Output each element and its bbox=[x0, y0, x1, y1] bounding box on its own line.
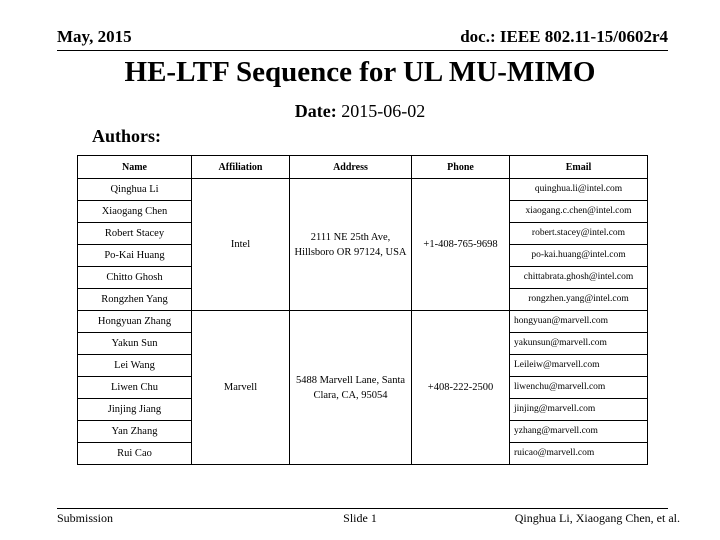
footer-authors: Qinghua Li, Xiaogang Chen, et al. bbox=[514, 511, 680, 525]
author-name: Hongyuan Zhang bbox=[78, 311, 192, 333]
author-name: Po-Kai Huang bbox=[78, 245, 192, 267]
phone-cell: +408-222-2500 bbox=[412, 311, 510, 465]
column-header-affiliation: Affiliation bbox=[192, 156, 290, 179]
table-row bbox=[78, 311, 648, 333]
author-email: yzhang@marvell.com bbox=[510, 421, 648, 443]
affiliation-cell: Marvell bbox=[192, 311, 290, 465]
author-name: Chitto Ghosh bbox=[78, 267, 192, 289]
author-name: Lei Wang bbox=[78, 355, 192, 377]
column-header-phone: Phone bbox=[412, 156, 510, 179]
footer-submission: Submission bbox=[57, 511, 114, 525]
author-email: po-kai.huang@intel.com bbox=[510, 245, 648, 267]
author-name: Yakun Sun bbox=[78, 333, 192, 355]
author-name: Jinjing Jiang bbox=[78, 399, 192, 421]
slide-title: HE-LTF Sequence for UL MU-MIMO bbox=[124, 56, 596, 88]
address-cell: 5488 Marvell Lane, Santa Clara, CA, 95054 bbox=[290, 311, 412, 465]
header-doc-id: doc.: IEEE 802.11-15/0602r4 bbox=[460, 27, 668, 46]
author-name: Yan Zhang bbox=[78, 421, 192, 443]
author-name: Qinghua Li bbox=[78, 179, 192, 201]
author-email: robert.stacey@intel.com bbox=[510, 223, 648, 245]
authors-label: Authors: bbox=[92, 126, 162, 146]
author-email: xiaogang.c.chen@intel.com bbox=[510, 201, 648, 223]
author-email: quinghua.li@intel.com bbox=[510, 179, 648, 201]
author-name: Rui Cao bbox=[78, 443, 192, 465]
author-email: liwenchu@marvell.com bbox=[510, 377, 648, 399]
column-header-address: Address bbox=[290, 156, 412, 179]
column-header-name: Name bbox=[78, 156, 192, 179]
date-value: 2015-06-02 bbox=[341, 101, 426, 121]
affiliation-cell: Intel bbox=[192, 179, 290, 311]
address-cell: 2111 NE 25th Ave, Hillsboro OR 97124, USA bbox=[290, 179, 412, 311]
author-email: chittabrata.ghosh@intel.com bbox=[510, 267, 648, 289]
authors-table bbox=[77, 155, 648, 465]
header-divider bbox=[57, 50, 668, 51]
author-name: Rongzhen Yang bbox=[78, 289, 192, 311]
header-date: May, 2015 bbox=[57, 27, 132, 46]
date-line bbox=[0, 101, 720, 122]
table-header-row bbox=[78, 156, 648, 179]
author-name: Robert Stacey bbox=[78, 223, 192, 245]
author-name: Liwen Chu bbox=[78, 377, 192, 399]
phone-cell: +1-408-765-9698 bbox=[412, 179, 510, 311]
footer-slide-number: Slide 1 bbox=[343, 511, 377, 525]
date-label: Date: bbox=[294, 101, 337, 121]
author-email: Leileiw@marvell.com bbox=[510, 355, 648, 377]
author-email: jinjing@marvell.com bbox=[510, 399, 648, 421]
author-email: yakunsun@marvell.com bbox=[510, 333, 648, 355]
author-email: ruicao@marvell.com bbox=[510, 443, 648, 465]
table-row bbox=[78, 179, 648, 201]
author-name: Xiaogang Chen bbox=[78, 201, 192, 223]
author-email: hongyuan@marvell.com bbox=[510, 311, 648, 333]
author-email: rongzhen.yang@intel.com bbox=[510, 289, 648, 311]
footer-divider bbox=[57, 508, 668, 509]
column-header-email: Email bbox=[510, 156, 648, 179]
